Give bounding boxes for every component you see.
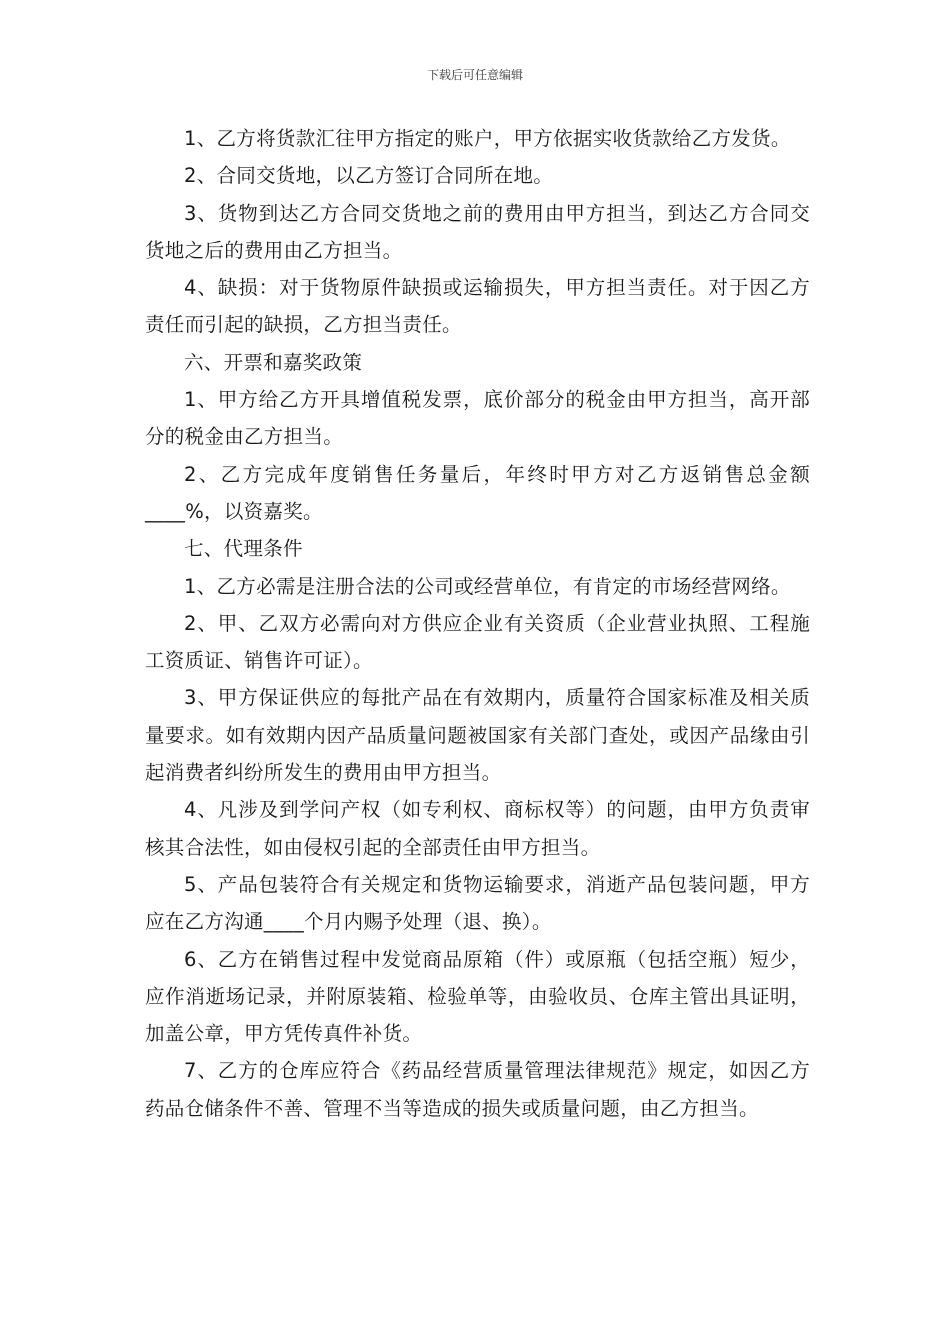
paragraph: 3、甲方保证供应的每批产品在有效期内，质量符合国家标准及相关质量要求。如有效期内因产品质量问题被国家有关部门查处，或因产品缘由引起消费者纠纷所发生的费用由甲方担当。 [145, 686, 810, 785]
document-body [145, 120, 810, 1127]
paragraph: 5、产品包装符合有关规定和货物运输要求，消逝产品包装问题，甲方应在乙方沟通____个月内赐予处理（退、换）。 [145, 872, 810, 934]
paragraph: 7、乙方的仓库应符合《药品经营质量管理法律规范》规定，如因乙方药品仓储条件不善、管理不当等造成的损失或质量问题，由乙方担当。 [145, 1059, 810, 1120]
paragraph: 4、缺损：对于货物原件缺损或运输损失，甲方担当责任。对于因乙方责任而引起的缺损，乙方担当责任。 [145, 276, 810, 337]
section-heading: 六、开票和嘉奖政策 [184, 350, 363, 374]
paragraph: 4、凡涉及到学问产权（如专利权、商标权等）的问题，由甲方负责审核其合法性，如由侵权引起的全部责任由甲方担当。 [145, 798, 810, 859]
paragraph: 1、乙方必需是注册合法的公司或经营单位，有肯定的市场经营网络。 [184, 574, 791, 598]
paragraph: 2、合同交货地，以乙方签订合同所在地。 [184, 164, 554, 188]
paragraph: 1、乙方将货款汇往甲方指定的账户，甲方依据实收货款给乙方发货。 [184, 127, 791, 150]
section-heading: 七、代理条件 [184, 537, 303, 561]
paragraph: 6、乙方在销售过程中发觉商品原箱（件）或原瓶（包括空瓶）短少，应作消逝场记录，并附原装箱、检验单等，由验收员、仓库主管出具证明，加盖公章，甲方凭传真件补货。 [145, 947, 810, 1046]
paragraph: 2、乙方完成年度销售任务量后，年终时甲方对乙方返销售总金额____%，以资嘉奖。 [145, 462, 810, 523]
paragraph: 2、甲、乙双方必需向对方供应企业有关资质（企业营业执照、工程施工资质证、销售许可证）。 [145, 611, 810, 673]
paragraph: 3、货物到达乙方合同交货地之前的费用由甲方担当，到达乙方合同交货地之后的费用由乙方担当。 [145, 201, 810, 262]
page-header: 下载后可任意编辑 [426, 68, 523, 82]
paragraph: 1、甲方给乙方开具增值税发票，底价部分的税金由甲方担当，高开部分的税金由乙方担当。 [145, 388, 810, 449]
